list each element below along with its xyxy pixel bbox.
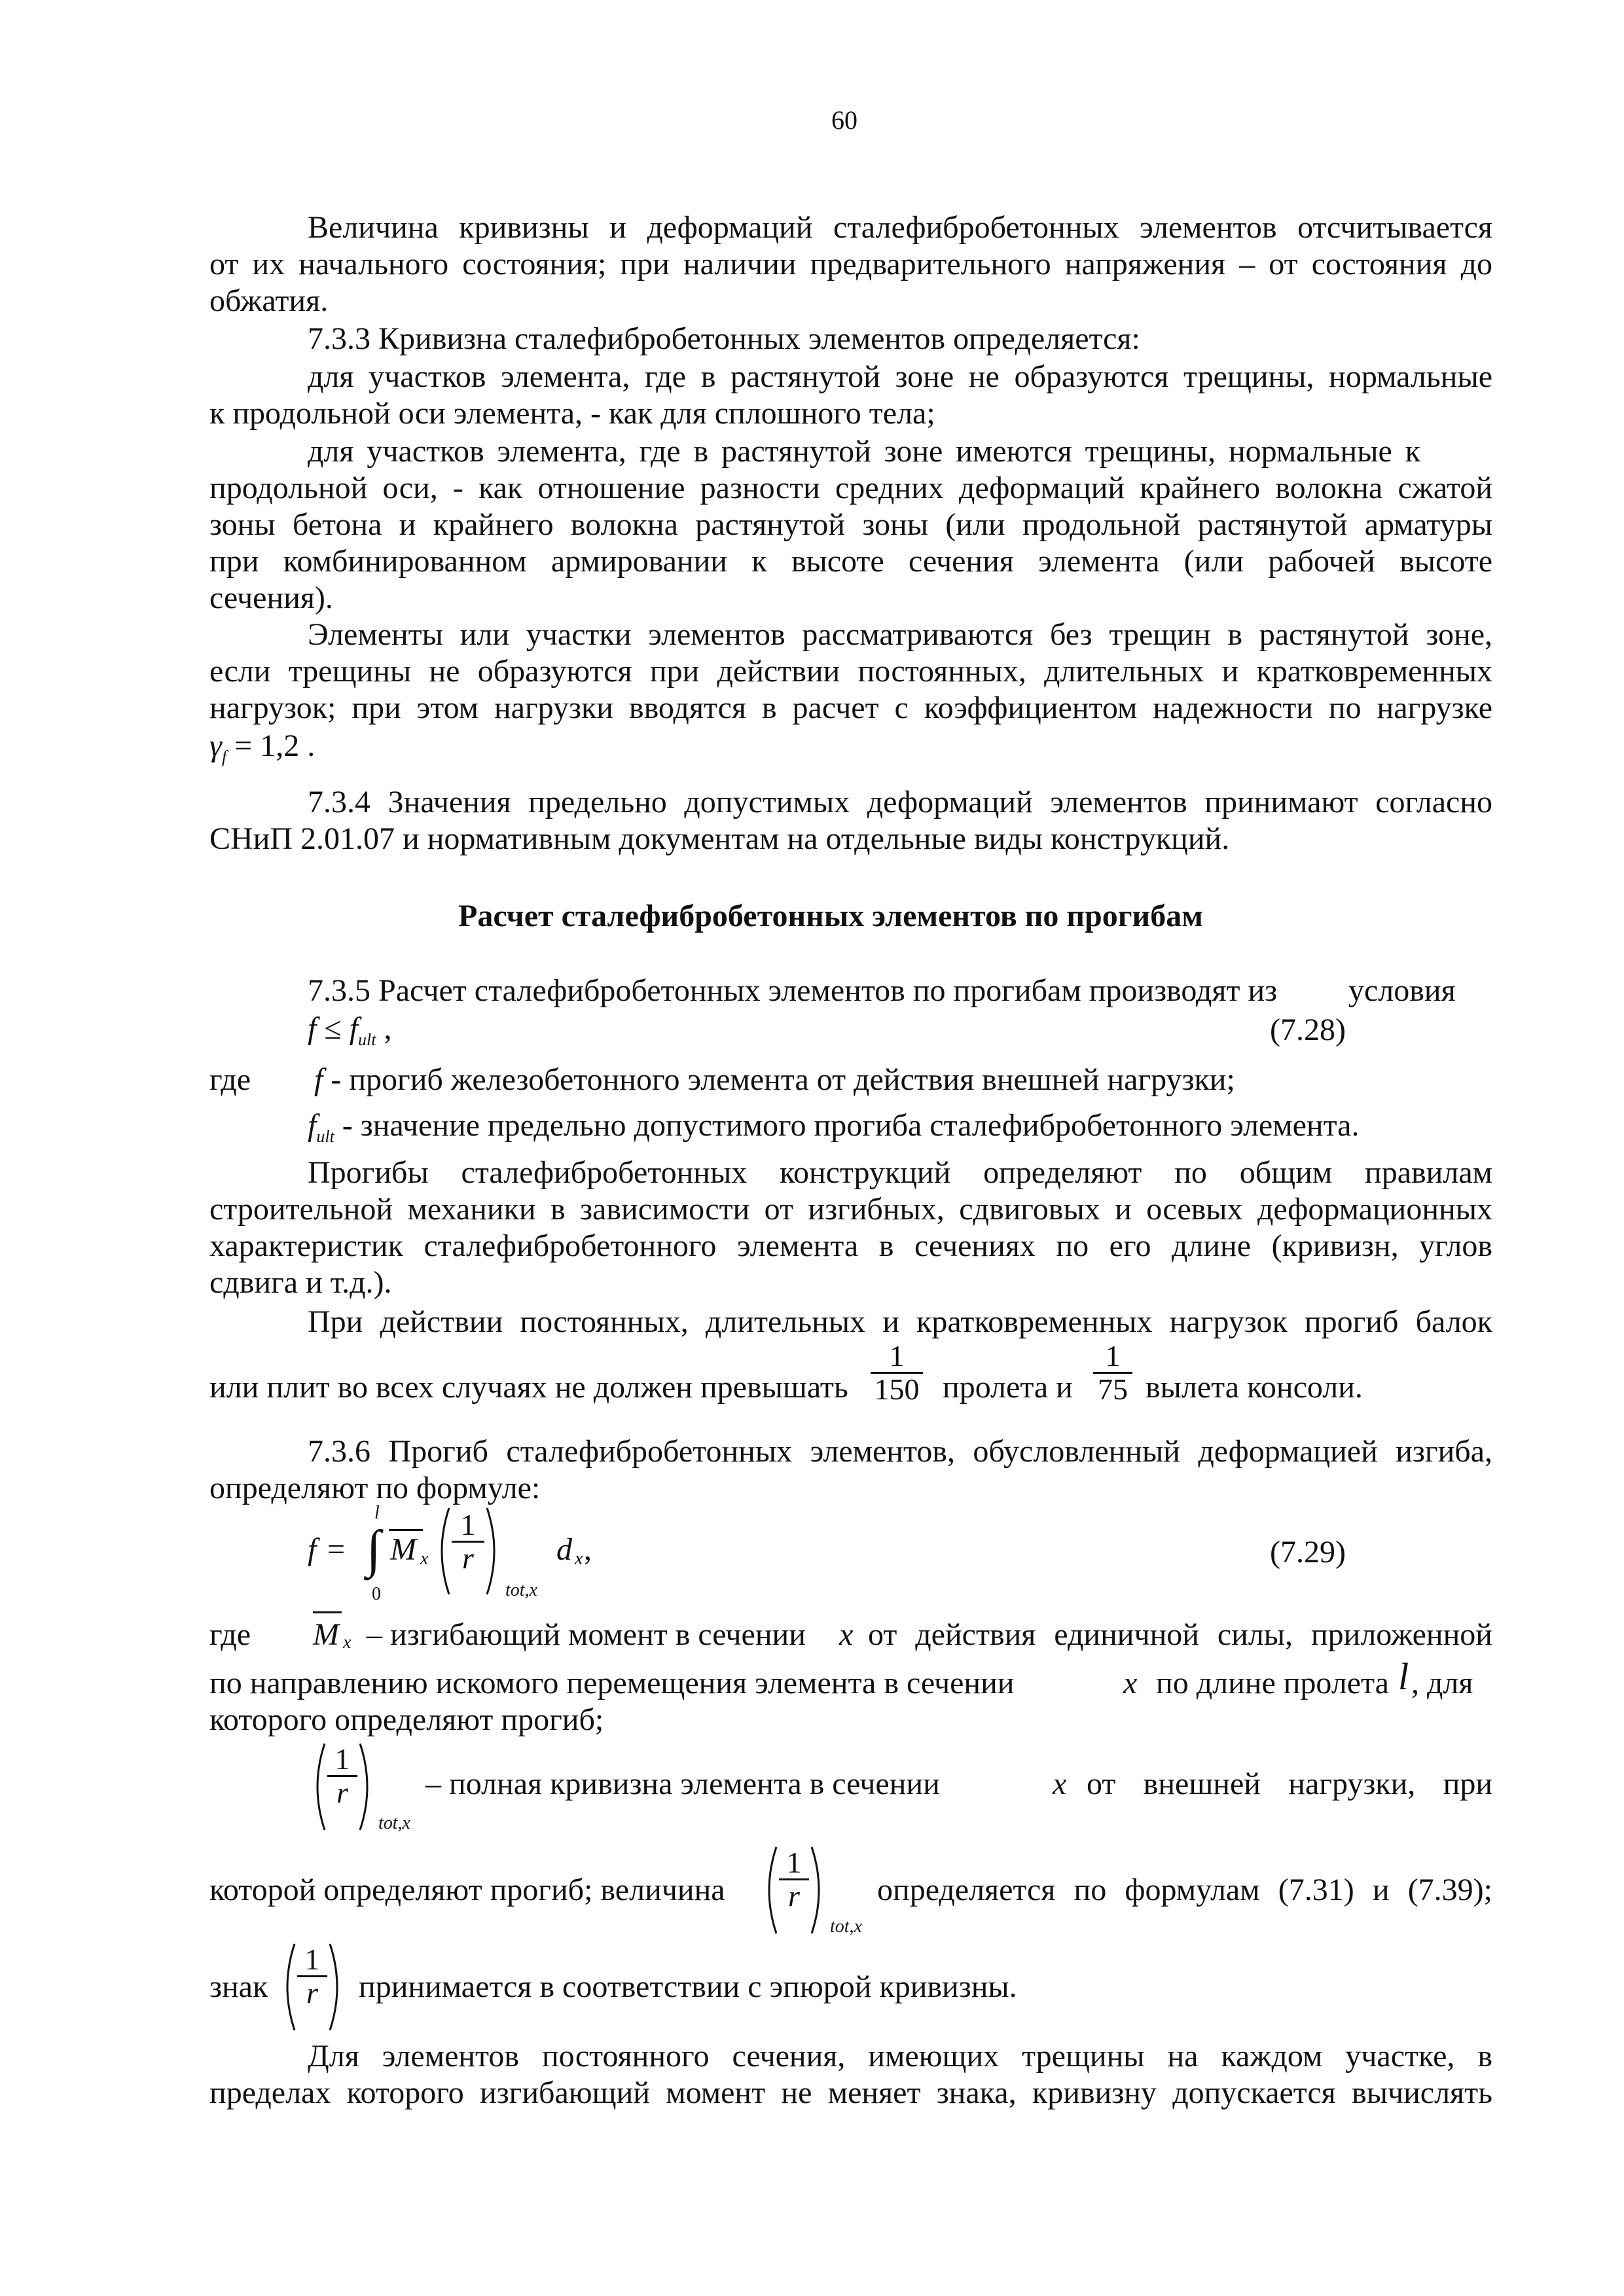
- right-paren: [357, 1741, 377, 1836]
- paragraph-line: , для: [1411, 1666, 1473, 1700]
- integral-upper-limit: l: [374, 1503, 380, 1523]
- paragraph-line: 7.3.5 Расчет сталефибробетонных элементов по прогибам производят из: [308, 973, 1278, 1008]
- gamma-formula: [209, 726, 315, 777]
- paragraph-line: определяется по формулам (7.31) и (7.39);: [877, 1873, 1492, 1907]
- eq-symbol-M: M: [390, 1532, 416, 1567]
- fraction-1-r: [327, 1744, 357, 1808]
- paragraph-line: принимается в соответствии с эпюрой кривизны.: [359, 1969, 1017, 2004]
- fraction-denominator: 150: [874, 1372, 920, 1406]
- right-paren: [809, 1844, 829, 1939]
- paragraph-line: определяют по формуле:: [209, 1471, 541, 1505]
- fraction-denominator: 75: [1098, 1372, 1128, 1406]
- def-text: от действия единичной силы, приложенной: [868, 1617, 1492, 1652]
- eq-symbol-f: f: [349, 1011, 359, 1046]
- fraction-denominator: r: [336, 1776, 348, 1809]
- paragraph-line: от их начального состояния; при наличии предварительного напряжения – от состояния до: [209, 247, 1492, 281]
- eq-symbol-f: f: [308, 1011, 317, 1046]
- def-symbol: x: [1123, 1666, 1138, 1700]
- definition-fult: [308, 1106, 1359, 1157]
- paragraph-line: для участков элемента, где в растянутой зоне имеются трещины, нормальные к: [308, 434, 1420, 469]
- eq-subscript: tot,x: [378, 1813, 410, 1833]
- eq-subscript: x: [420, 1549, 429, 1569]
- paragraph-line: знак: [209, 1969, 268, 2004]
- overline-bar: [313, 1611, 342, 1613]
- eq-subscript: tot,x: [830, 1916, 862, 1937]
- gamma-value: = 1,2 .: [226, 728, 316, 763]
- equation-number: (7.29): [1270, 1535, 1346, 1570]
- paragraph-line: пределах которого изгибающий момент не меняет знака, кривизну допускается вычислять: [209, 2075, 1492, 2110]
- paragraph-line: вылета консоли.: [1146, 1370, 1363, 1405]
- paragraph-line: нагрузок; при этом нагрузки вводятся в расчет с коэффициентом надежности по нагрузке: [209, 691, 1492, 725]
- left-paren: [759, 1844, 779, 1939]
- def-text: - прогиб железобетонного элемента от действия внешней нагрузки;: [323, 1062, 1235, 1097]
- paragraph-line: строительной механики в зависимости от изгибных, сдвиговых и осевых деформационных: [209, 1192, 1492, 1227]
- paragraph-line: Прогибы сталефибробетонных конструкций определяют по общим правилам: [308, 1155, 1492, 1190]
- fraction-numerator: 1: [334, 1742, 350, 1776]
- integral-sign: ∫: [367, 1520, 381, 1578]
- paragraph-line: которой определяют прогиб; величина: [209, 1873, 725, 1907]
- def-symbol: M: [313, 1617, 339, 1652]
- fraction-numerator: 1: [304, 1943, 320, 1976]
- fraction-numerator: 1: [1105, 1339, 1121, 1372]
- paragraph-line: пролета и: [943, 1370, 1073, 1405]
- fraction-denominator: r: [462, 1541, 474, 1575]
- eq-punct: ,: [376, 1011, 392, 1046]
- gamma-subscript: f: [221, 747, 227, 766]
- paragraph-line: – полная кривизна элемента в сечении: [425, 1767, 940, 1801]
- fraction-1-r: [297, 1944, 327, 2009]
- paragraph-line: 7.3.3 Кривизна сталефибробетонных элементов определяется:: [308, 321, 1140, 356]
- left-paren: [432, 1505, 452, 1600]
- paragraph-line: условия: [1348, 973, 1456, 1008]
- paragraph-line: СНиП 2.01.07 и нормативным документам на отдельные виды конструкций.: [209, 821, 1230, 856]
- definition-f: [314, 1060, 1235, 1100]
- paragraph-line: 7.3.4 Значения предельно допустимых деформаций элементов принимают согласно: [308, 785, 1492, 819]
- where-label: где: [209, 1617, 251, 1652]
- right-paren: [484, 1505, 504, 1600]
- right-paren: [327, 1941, 347, 2036]
- eq-symbol-f: f: [308, 1532, 317, 1567]
- paragraph-line: характеристик сталефибробетонного элемента в сечениях по его длине (кривизн, углов: [209, 1229, 1492, 1263]
- def-symbol: x: [839, 1617, 854, 1652]
- fraction-1-r: [452, 1509, 484, 1574]
- paragraph-line: или плит во всех случаях не должен превышать: [209, 1370, 848, 1405]
- fraction-numerator: 1: [460, 1508, 476, 1541]
- def-symbol: f: [308, 1108, 317, 1143]
- eq-subscript: tot,x: [505, 1580, 537, 1600]
- paragraph-line: зоны бетона и крайнего волокна растянутой зоны (или продольной растянутой арматуры: [209, 507, 1492, 542]
- eq-subscript: ult: [358, 1030, 376, 1049]
- fraction-1-150: [871, 1340, 923, 1405]
- def-subscript: x: [343, 1632, 352, 1653]
- where-label: где: [209, 1062, 251, 1097]
- fraction-numerator: 1: [786, 1846, 802, 1879]
- paragraph-line: При действии постоянных, длительных и кратковременных нагрузок прогиб балок: [308, 1304, 1492, 1339]
- paragraph-line: при комбинированном армировании к высоте сечения элемента (или рабочей высоте: [209, 544, 1492, 579]
- def-text: - значение предельно допустимого прогиба сталефибробетонного элемента.: [334, 1108, 1360, 1143]
- paragraph-line: сдвига и т.д.).: [209, 1265, 392, 1300]
- paragraph-line: если трещины не образуются при действии постоянных, длительных и кратковременных: [209, 654, 1492, 689]
- paragraph-line: от внешней нагрузки, при: [1087, 1767, 1492, 1801]
- paragraph-line: сечения).: [209, 581, 333, 615]
- paragraph-line: Для элементов постоянного сечения, имеющих трещины на каждом участке, в: [308, 2039, 1492, 2073]
- page-number: 60: [831, 105, 857, 135]
- def-text: – изгибающий момент в сечении: [367, 1617, 806, 1652]
- gamma-symbol: γ: [209, 728, 222, 763]
- paragraph-line: Элементы или участки элементов рассматриваются без трещин в растянутой зоне,: [308, 617, 1492, 652]
- paragraph-line: для участков элемента, где в растянутой зоне не образуются трещины, нормальные: [308, 359, 1492, 394]
- left-paren: [308, 1741, 327, 1836]
- fraction-denominator: r: [788, 1879, 800, 1912]
- def-symbol: l: [1398, 1655, 1409, 1698]
- equation-number: (7.28): [1270, 1013, 1346, 1047]
- paragraph-line: которого определяют прогиб;: [209, 1702, 604, 1737]
- def-subscript: ult: [316, 1127, 334, 1146]
- eq-subscript: x: [575, 1549, 583, 1569]
- paragraph-line: продольной оси, - как отношение разности средних деформаций крайнего волокна сжатой: [209, 471, 1492, 505]
- def-symbol: x: [1053, 1767, 1067, 1801]
- fraction-numerator: 1: [889, 1339, 905, 1372]
- equation-7-28: [308, 1011, 391, 1050]
- paragraph-line: к продольной оси элемента, - как для сплошного тела;: [209, 396, 935, 431]
- fraction-1-r: [779, 1847, 809, 1912]
- paragraph-line: по направлению искомого перемещения элемента в сечении: [209, 1666, 1015, 1700]
- eq-operator: =: [327, 1532, 346, 1567]
- fraction-1-75: [1093, 1340, 1132, 1405]
- eq-operator: ≤: [316, 1011, 350, 1046]
- eq-symbol-d: d: [556, 1532, 572, 1567]
- paragraph-line: по длине пролета: [1156, 1666, 1389, 1700]
- eq-punct: ,: [584, 1532, 592, 1567]
- section-heading: Расчет сталефибробетонных элементов по прогибам: [458, 899, 1203, 933]
- paragraph-line: Величина кривизны и деформаций сталефибробетонных элементов отсчитывается: [308, 210, 1492, 245]
- integral-lower-limit: 0: [372, 1584, 381, 1604]
- paragraph-line: обжатия.: [209, 283, 329, 318]
- overline-bar: [389, 1529, 423, 1531]
- def-symbol: f: [314, 1062, 323, 1097]
- fraction-denominator: r: [306, 1976, 318, 2009]
- paragraph-line: 7.3.6 Прогиб сталефибробетонных элементов, обусловленный деформацией изгиба,: [308, 1434, 1492, 1469]
- left-paren: [278, 1941, 297, 2036]
